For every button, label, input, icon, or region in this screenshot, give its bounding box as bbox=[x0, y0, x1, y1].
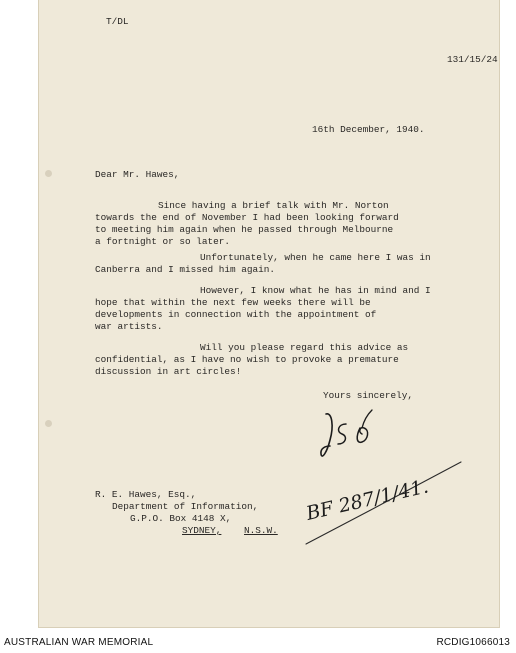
paragraph-line: war artists. bbox=[95, 321, 163, 332]
paragraph-line: However, I know what he has in mind and I bbox=[200, 285, 431, 296]
paragraph-line: Since having a brief talk with Mr. Norton bbox=[158, 200, 389, 211]
paragraph-line: to meeting him again when he passed through Melbourne bbox=[95, 224, 394, 235]
ref-initials: T/DL bbox=[106, 16, 129, 27]
paragraph-line: a fortnight or so later. bbox=[95, 236, 231, 247]
punch-hole-bottom bbox=[45, 420, 52, 427]
letter-date: 16th December, 1940. bbox=[312, 124, 425, 135]
item-identifier: RCDIG1066013 bbox=[436, 637, 510, 648]
address-name: R. E. Hawes, Esq., bbox=[95, 489, 197, 500]
address-state: N.S.W. bbox=[244, 525, 278, 536]
paragraph-line: discussion in art circles! bbox=[95, 366, 242, 377]
signature bbox=[312, 406, 382, 466]
address-line-1: Department of Information, bbox=[112, 501, 259, 512]
paragraph-line: Will you please regard this advice as bbox=[200, 342, 409, 353]
punch-hole-top bbox=[45, 170, 52, 177]
paragraph-line: developments in connection with the appointment of bbox=[95, 309, 377, 320]
handwritten-file-annotation bbox=[296, 458, 466, 550]
address-line-2: G.P.O. Box 4148 X, bbox=[130, 513, 232, 524]
paragraph-line: confidential, as I have no wish to provoke a premature bbox=[95, 354, 399, 365]
handwritten-note-text: BF 287/1/41. bbox=[304, 475, 431, 525]
paragraph-line: hope that within the next few weeks there will be bbox=[95, 297, 371, 308]
salutation: Dear Mr. Hawes, bbox=[95, 169, 180, 180]
paragraph-line: Unfortunately, when he came here I was in bbox=[200, 252, 431, 263]
paragraph-line: Canberra and I missed him again. bbox=[95, 264, 276, 275]
institution-credit: AUSTRALIAN WAR MEMORIAL bbox=[4, 637, 154, 648]
address-city: SYDNEY, bbox=[182, 525, 222, 536]
paragraph-line: towards the end of November I had been looking forward bbox=[95, 212, 399, 223]
closing: Yours sincerely, bbox=[323, 390, 414, 401]
file-number: 131/15/24 bbox=[447, 54, 498, 65]
